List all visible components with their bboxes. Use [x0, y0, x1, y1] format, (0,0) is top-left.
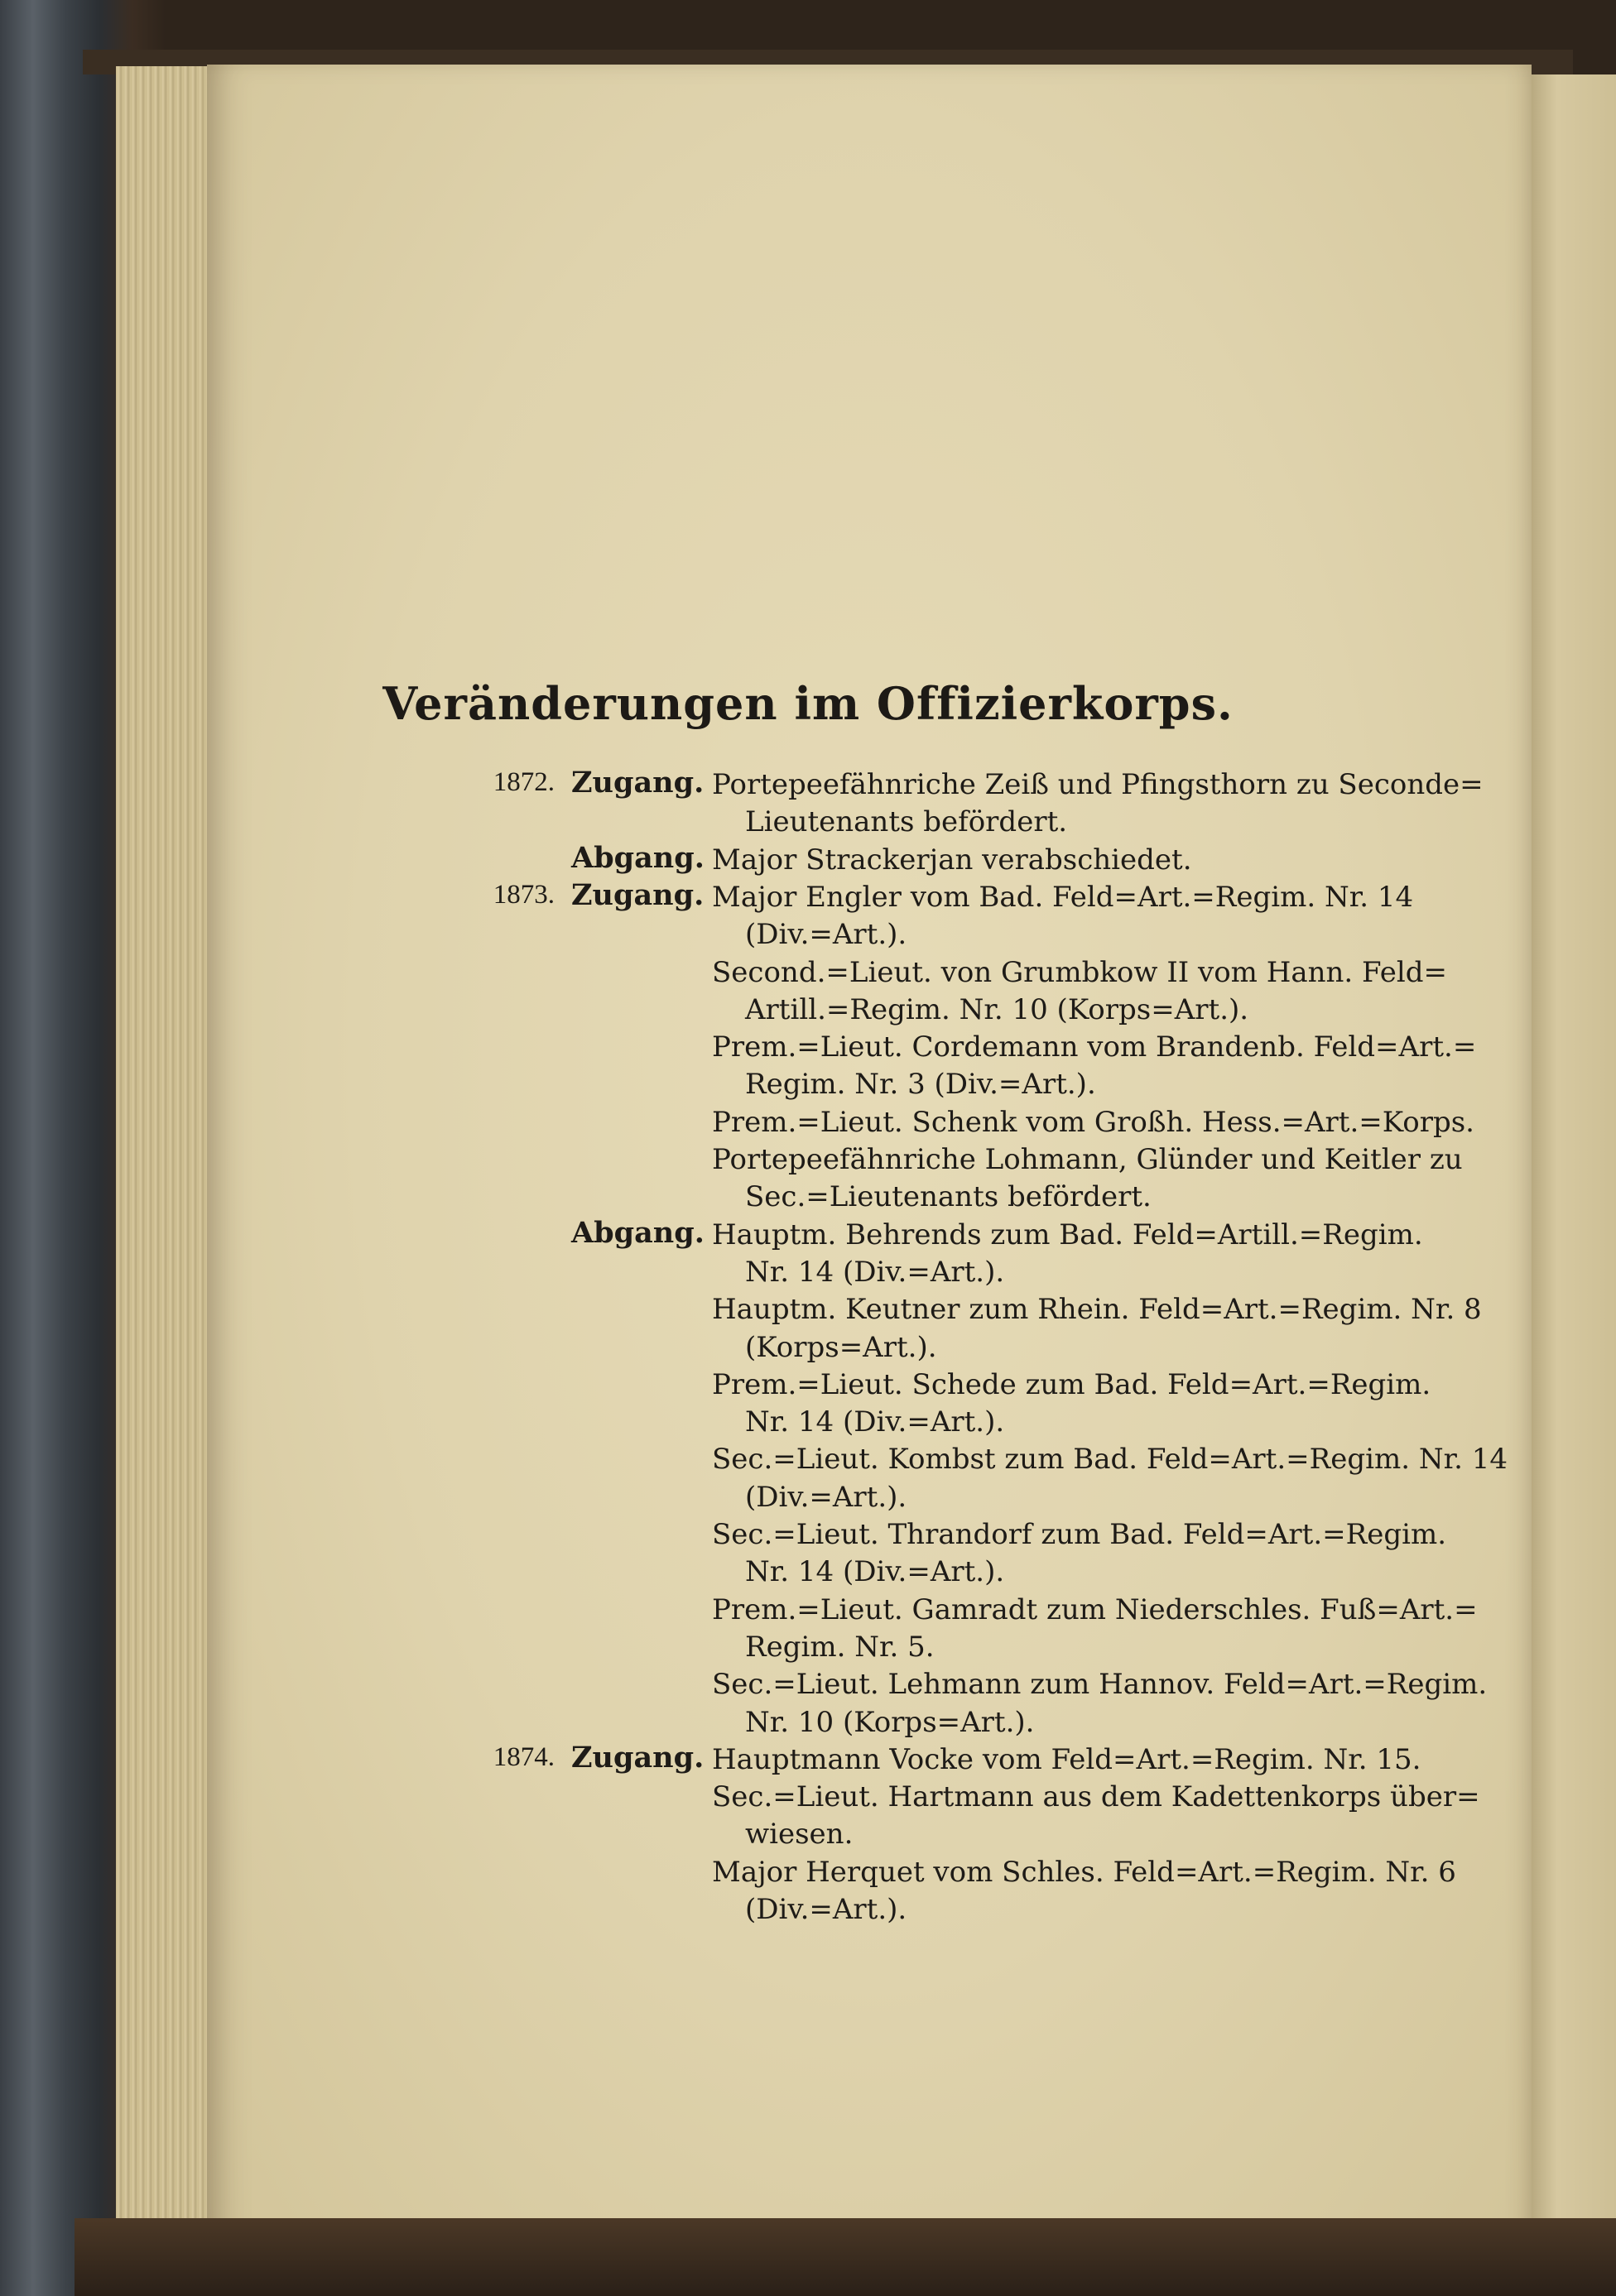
- entry-line: Sec.=Lieut. Lehmann zum Hannov. Feld=Art.=Regim.: [712, 1668, 1488, 1702]
- entry-kind: Abgang.: [571, 840, 705, 875]
- entry-line: Nr. 14 (Div.=Art.).: [745, 1255, 1005, 1289]
- book-cover-bottom: [75, 2218, 1616, 2296]
- entry-line: Regim. Nr. 5.: [745, 1630, 935, 1664]
- entry-line: Prem.=Lieut. Schede zum Bad. Feld=Art.=Regim.: [712, 1367, 1431, 1401]
- entry-year: 1874.: [493, 1741, 555, 1772]
- entry-line: wiesen.: [745, 1818, 854, 1852]
- facing-page-edge: [1532, 74, 1616, 2251]
- entry-line: Sec.=Lieutenants befördert.: [745, 1180, 1152, 1214]
- entry-line: Second.=Lieut. von Grumbkow II vom Hann. Feld=: [712, 955, 1448, 989]
- entry-line: (Korps=Art.).: [745, 1330, 937, 1364]
- entry-kind: Zugang.: [571, 766, 705, 800]
- entry-kind: Zugang.: [571, 1740, 705, 1775]
- entry-kind: Abgang.: [571, 1215, 705, 1250]
- entry-line: Nr. 14 (Div.=Art.).: [745, 1405, 1005, 1439]
- entry-line: Major Strackerjan verabschiedet.: [712, 843, 1192, 877]
- entry-year: 1872.: [493, 767, 555, 797]
- entry-kind: Zugang.: [571, 877, 705, 912]
- entry-line: Artill.=Regim. Nr. 10 (Korps=Art.).: [745, 992, 1249, 1026]
- entry-line: Prem.=Lieut. Schenk vom Großh. Hess.=Art.=Korps.: [712, 1105, 1474, 1139]
- entry-line: Major Engler vom Bad. Feld=Art.=Regim. Nr. 14: [712, 880, 1414, 914]
- entry-line: Nr. 10 (Korps=Art.).: [745, 1705, 1035, 1739]
- entry-year: 1873.: [493, 879, 555, 910]
- entry-line: Prem.=Lieut. Gamradt zum Niederschles. Fuß=Art.=: [712, 1592, 1478, 1626]
- entry-line: Portepeefähnriche Zeiß und Pfingsthorn zu Seconde=: [712, 768, 1484, 801]
- entry-line: Hauptm. Keutner zum Rhein. Feld=Art.=Regim. Nr. 8: [712, 1293, 1482, 1327]
- entry-line: Portepeefähnriche Lohmann, Glünder und Keitler zu: [712, 1143, 1463, 1176]
- entry-line: Hauptm. Behrends zum Bad. Feld=Artill.=Regim.: [712, 1218, 1423, 1251]
- entry-line: Sec.=Lieut. Thrandorf zum Bad. Feld=Art.=Regim.: [712, 1518, 1447, 1551]
- entry-line: Lieutenants befördert.: [745, 805, 1068, 839]
- page-title: Veränderungen im Offizierkorps.: [382, 677, 1234, 730]
- entry-line: Regim. Nr. 3 (Div.=Art.).: [745, 1068, 1096, 1102]
- entry-line: (Div.=Art.).: [745, 1893, 907, 1926]
- entry-line: Sec.=Lieut. Hartmann aus dem Kadettenkorps über=: [712, 1780, 1480, 1814]
- entry-line: (Div.=Art.).: [745, 918, 907, 952]
- entry-line: Major Herquet vom Schles. Feld=Art.=Regim. Nr. 6: [712, 1855, 1456, 1889]
- page-edges: [116, 66, 215, 2251]
- entry-line: Hauptmann Vocke vom Feld=Art.=Regim. Nr. 15.: [712, 1742, 1421, 1776]
- entry-line: Prem.=Lieut. Cordemann vom Brandenb. Feld=Art.=: [712, 1030, 1477, 1064]
- entry-line: Sec.=Lieut. Kombst zum Bad. Feld=Art.=Regim. Nr. 14: [712, 1443, 1508, 1477]
- entry-line: (Div.=Art.).: [745, 1480, 907, 1514]
- entry-line: Nr. 14 (Div.=Art.).: [745, 1555, 1005, 1589]
